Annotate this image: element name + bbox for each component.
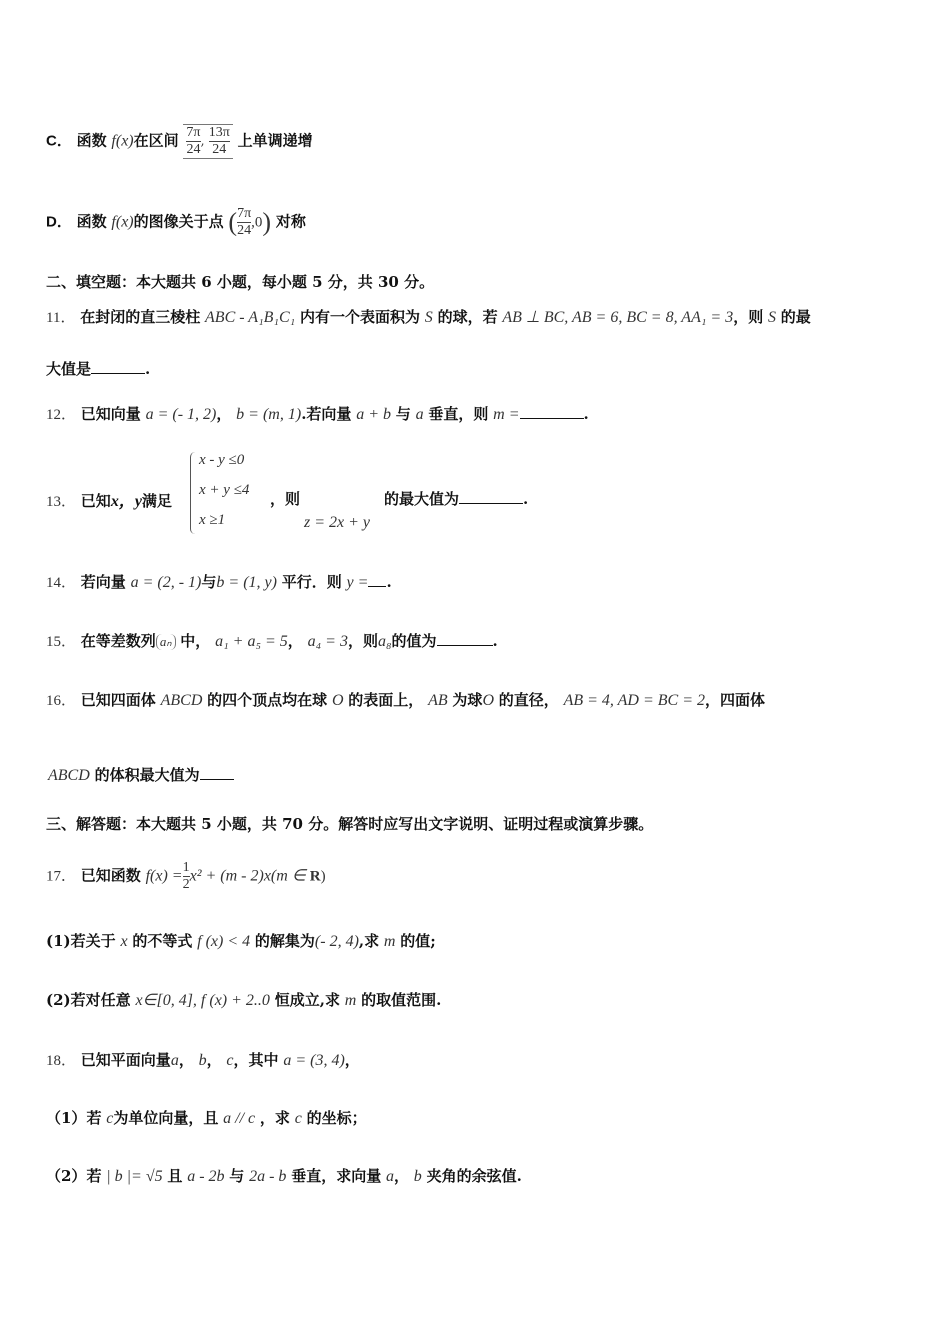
option-label: D． [46,213,72,231]
question-13: 13． 已知x，y满足 [46,492,172,510]
question-18-part-2: （2）若 | b |= √5 且 a - 2b 与 2a - b 垂直，求向量 a， b 夹角的余弦值. [46,1167,522,1185]
question-18-part-1: （1）若 c为单位向量，且 a // c ，求 c 的坐标； [46,1109,367,1127]
math-f: f(x) [111,132,134,150]
objective-z: z = 2x + y [304,514,371,531]
section-heading: 二、填空题：本大题共 6 小题，每小题 5 分，共 30 分。 [46,273,435,291]
question-number: 17． [46,868,77,885]
option-c: C． 函数 f(x)在区间 $\frac{7\pi}{24}$ , $\frac{13\pi}{24}$ 上单调递增 [46,125,313,157]
interval: $\frac{7\pi}{24}$ , $\frac{13\pi}{24}$ [183,124,232,159]
answer-blank[interactable] [437,644,493,646]
answer-blank[interactable] [459,502,523,504]
system-brace [190,452,195,534]
option-label: C． [46,132,72,150]
question-17-part-1: (1)若关于 x 的不等式 f (x) < 4 的解集为(- 2, 4),求 m 的值; [46,932,436,950]
question-number: 18． [46,1053,77,1069]
question-11: 11． 在封闭的直三棱柱 ABC - A₁B₁C₁ 内有一个表面积为 S 的球，若 AB ⊥ BC, AB = 6, BC = 8, AA₁ = 3，则 S 的最 [46,308,811,326]
answer-blank[interactable] [91,372,145,374]
question-number: 11． [46,310,76,326]
question-number: 13． [46,494,77,510]
option-d: D． 函数 f(x)的图像关于点 ( $\frac{7\pi}{24}$ ,0) 对称 [46,206,306,238]
question-18: 18． 已知平面向量a， b， c，其中 a = (3, 4)， [46,1051,360,1069]
answer-blank[interactable] [200,778,234,780]
question-number: 14． [46,575,77,591]
math-f: f(x) [111,213,134,231]
question-17-part-2: (2)若对任意 x∈[0, 4], f (x) + 2..0 恒成立,求 m 的取值范围. [46,991,442,1009]
question-11-cont: 大值是 . [46,360,151,378]
question-12: 12． 已知向量 a = (- 1, 2)， b = (m, 1).若向量 a + b 与 a 垂直，则 m = . [46,405,589,423]
section-heading: 三、解答题：本大题共 5 小题，共 70 分。解答时应写出文字说明、证明过程或演算步骤。 [46,815,654,833]
question-14: 14． 若向量 a = (2, - 1)与b = (1, y) 平行．则 y = . [46,573,392,591]
question-number: 16． [46,693,77,709]
question-16-cont: ABCD 的体积最大值为 [48,764,234,785]
question-number: 12． [46,407,77,423]
question-16: 16． 已知四面体 ABCD 的四个顶点均在球 O 的表面上， AB 为球O 的直径， AB = 4, AD = BC = 2，四面体 [46,691,766,709]
question-15: 15． 在等差数列 aₙ 中， a₁ + a₅ = 5， a₄ = 3，则a₈的值为 . [46,632,498,650]
question-17: 17． 已知函数 f(x) = $\frac{1}{2}$ x² + (m - 2)x(m ∈ R) [46,860,326,892]
answer-blank[interactable] [520,417,584,419]
answer-blank[interactable] [368,585,386,587]
question-number: 15． [46,634,77,650]
